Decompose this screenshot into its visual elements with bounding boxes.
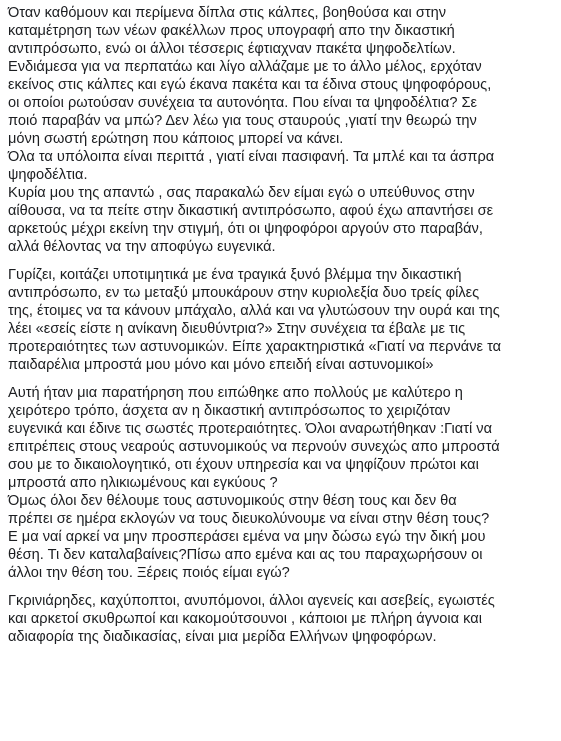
text-line: σου με το δικαιολογητικό, οτι έχουν υπηρεσία και να ψηφίζουν πρώτοι και bbox=[8, 457, 479, 473]
text-line: άλλοι την θέση του. Ξέρεις ποιός είμαι εγώ? bbox=[8, 565, 290, 581]
text-line: και αρκετοί σκυθρωποί και κακομούτσουνοι , κάποιοι με πλήρη άγνοια και bbox=[8, 611, 482, 627]
paragraph bbox=[8, 266, 556, 374]
text-line: προτεραιότητες των αστυνομικών. Είπε χαρακτηριστικά «Γιατί να περνάνε τα bbox=[8, 339, 502, 355]
text-line: παιδαρέλια μπροστά μου μόνο και μόνο επειδή είναι αστυνομικοί» bbox=[8, 357, 434, 373]
text-line: της, έτοιμες να τα κάνουν μπάχαλο, αλλά και να γλυτώσουν την ουρά και της bbox=[8, 303, 500, 319]
paragraph bbox=[8, 4, 556, 256]
text-line: αδιαφορία της διαδικασίας, είναι μια μερίδα Ελλήνων ψηφοφόρων. bbox=[8, 629, 437, 645]
text-line: αίθουσα, να τα πείτε στην δικαστική αντιπρόσωπο, αφού έχω απαντήσει σε bbox=[8, 203, 494, 219]
text-line: Όλα τα υπόλοιπα είναι περιττά , γιατί είναι πασιφανή. Τα μπλέ και τα άσπρα bbox=[8, 149, 495, 165]
text-line: ποιό παραβάν να μπώ? Δεν λέω για τους σταυρούς ,γιατί την θεωρώ την bbox=[8, 113, 477, 129]
text-line: Κυρία μου της απαντώ , σας παρακαλώ δεν είμαι εγώ ο υπεύθυνος στην bbox=[8, 185, 475, 201]
text-line: χειρότερο τρόπο, άσχετα αν η δικαστική αντιπρόσωπος το χειριζόταν bbox=[8, 403, 451, 419]
text-line: Ενδιάμεσα για να περπατάω και λίγο αλλάζαμε με το άλλο μέλος, ερχόταν bbox=[8, 59, 482, 75]
text-line: αρκετούς μέχρι εκείνη την στιγμή, ότι οι ψηφοφόροι αργούν στο παραβάν, bbox=[8, 221, 483, 237]
text-line: θέση. Τι δεν καταλαβαίνεις?Πίσω απο εμένα και ας του παραχωρήσουν οι bbox=[8, 547, 483, 563]
text-line: οι οποίοι ρωτούσαν συνέχεια τα αυτονόητα. Που είναι τα ψηφοδέλτια? Σε bbox=[8, 95, 478, 111]
post-body bbox=[8, 4, 556, 646]
text-line: Όταν καθόμουν και περίμενα δίπλα στις κάλπες, βοηθούσα και στην bbox=[8, 5, 447, 21]
text-line: Γκρινιάρηδες, καχύποπτοι, ανυπόμονοι, άλλοι αγενείς και ασεβείς, εγωιστές bbox=[8, 593, 495, 609]
text-line: καταμέτρηση των νέων φακέλλων προς υπογραφή απο την δικαστική bbox=[8, 23, 455, 39]
paragraph bbox=[8, 592, 556, 646]
text-line: Ε μα ναί αρκεί να μην προσπεράσει εμένα να μην δώσω εγώ την δική μου bbox=[8, 529, 486, 545]
text-line: πρέπει σε ημέρα εκλογών να τους διευκολύνουμε να είναι στην θέση τους? bbox=[8, 511, 490, 527]
text-line: μόνη σωστή ερώτηση που κάποιος μπορεί να κάνει. bbox=[8, 131, 344, 147]
text-line: Όμως όλοι δεν θέλουμε τους αστυνομικούς στην θέση τους και δεν θα bbox=[8, 493, 457, 509]
text-line: λέει «εσείς είστε η ανίκανη διευθύντρια?» Στην συνέχεια τα έβαλε με τις bbox=[8, 321, 466, 337]
text-line: ευγενικά και έδινε τις σωστές προτεραιότητες. Όλοι αναρωτήθηκαν :Γιατί να bbox=[8, 421, 493, 437]
text-line: επιτρέπεις στους νεαρούς αστυνομικούς να περνούν συνεχώς απο μπροστά bbox=[8, 439, 500, 455]
text-line: αλλά θέλοντας να την αποφύγω ευγενικά. bbox=[8, 239, 276, 255]
text-line: ψηφοδέλτια. bbox=[8, 167, 88, 183]
text-line: εκείνος στις κάλπες και εγώ έκανα πακέτα και τα έδινα στους ψηφοφόρους, bbox=[8, 77, 492, 93]
paragraph bbox=[8, 384, 556, 582]
text-line: αντιπρόσωπο, ενώ οι άλλοι τέσσερις έφτιαχναν πακέτα ψηφοδελτίων. bbox=[8, 41, 456, 57]
text-line: μπροστά απο ηλικιωμένους και εγκύους ? bbox=[8, 475, 278, 491]
text-line: Γυρίζει, κοιτάζει υποτιμητικά με ένα τραγικά ξυνό βλέμμα την δικαστική bbox=[8, 267, 462, 283]
text-line: Αυτή ήταν μια παρατήρηση που ειπώθηκε απο πολλούς με καλύτερο η bbox=[8, 385, 463, 401]
text-line: αντιπρόσωπο, εν τω μεταξύ μπουκάρουν στην κυριολεξία δυο τρείς φίλες bbox=[8, 285, 480, 301]
